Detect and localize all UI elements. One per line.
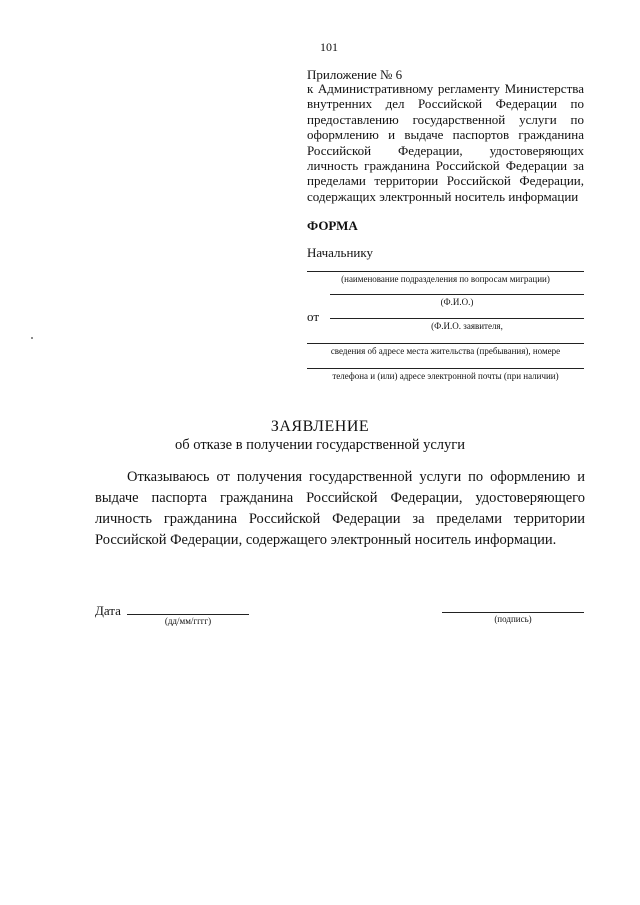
date-line (127, 614, 249, 615)
contacts-line (307, 368, 584, 369)
signature-line (442, 612, 584, 613)
from-label: от (307, 309, 320, 324)
annex-title: Приложение № 6 (307, 67, 403, 82)
applicant-fio-caption: (Ф.И.О. заявителя, (431, 321, 503, 331)
date-label: Дата (95, 603, 121, 618)
signature-caption: (подпись) (494, 614, 532, 624)
department-line (307, 271, 584, 272)
address-line (307, 343, 584, 344)
chief-fio-line (330, 294, 584, 295)
form-label: ФОРМА (307, 218, 358, 233)
contacts-caption: телефона и (или) адресе электронной почты (при наличии) (332, 371, 559, 381)
chief-fio-caption: (Ф.И.О.) (440, 297, 474, 307)
annex-description: к Административному регламенту Министерства внутренних дел Российской Федерации по предоставлению государственной услуги по оформлению и выдаче паспортов гражданина Российской Федерации, удостоверяющих личность гражданина Российской Федерации за пределами территории Российской Федерации, содержащих электронный носитель информации (307, 81, 584, 204)
statement-title: ЗАЯВЛЕНИЕ (270, 418, 370, 435)
applicant-fio-line (330, 318, 584, 319)
address-caption: сведения об адресе места жительства (пребывания), номере (330, 346, 561, 356)
statement-body: Отказываюсь от получения государственной услуги по оформлению и выдаче паспорта гражданина Российской Федерации, удостоверяющего личность гражданина Российской Федерации за пределами территории Российской Федерации, содержащего электронный носитель информации. (95, 469, 585, 548)
addressee-label: Начальнику (307, 245, 374, 260)
date-caption: (дд/мм/гггг) (164, 616, 212, 626)
page-number: 101 (320, 40, 338, 54)
scan-mark (31, 337, 33, 339)
department-caption: (наименование подразделения по вопросам миграции) (341, 274, 550, 284)
statement-subtitle: об отказе в получении государственной услуги (175, 437, 465, 453)
